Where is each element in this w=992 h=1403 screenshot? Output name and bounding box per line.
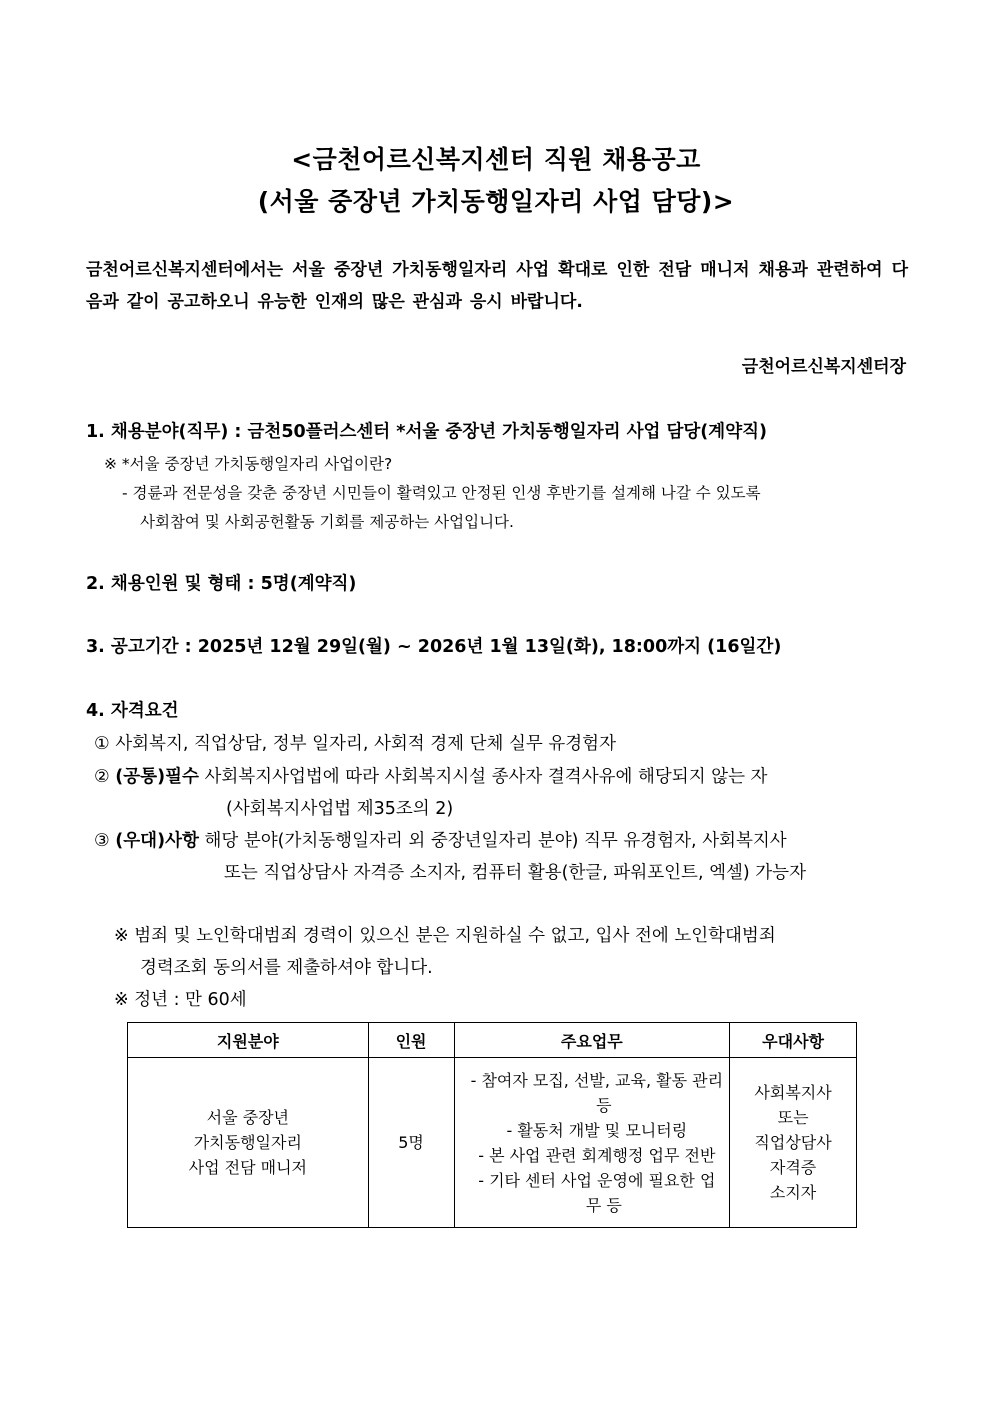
field-line: 사업 전담 매니저 xyxy=(188,1158,307,1177)
duty-item: - 활동처 개발 및 모니터링 xyxy=(506,1120,688,1140)
item3-text: 해당 분야(가치동행일자리 외 중장년일자리 분야) 직무 유경험자, 사회복지사 xyxy=(198,831,787,851)
qualification-item1: ① 사회복지, 직업상담, 정부 일자리, 사회적 경제 단체 실무 유경험자 xyxy=(94,734,616,754)
job-table xyxy=(127,1022,857,1228)
section3-heading: 3. 공고기간 : 2025년 12월 29일(월) ~ 2026년 1월 13일(화), 18:00까지 (16일간) xyxy=(86,637,782,657)
header-count: 인원 xyxy=(368,1023,454,1058)
preference-line: 또는 xyxy=(777,1108,809,1127)
qualification-item2 xyxy=(94,763,767,788)
preference-line: 직업상담사 xyxy=(754,1133,832,1152)
table-header-row xyxy=(128,1023,857,1058)
header-duties: 주요업무 xyxy=(454,1023,730,1058)
section4-heading: 4. 자격요건 xyxy=(86,701,179,721)
intro-paragraph: 금천어르신복지센터에서는 서울 중장년 가치동행일자리 사업 확대로 인한 전담 매니저 채용과 관련하여 다음과 같이 공고하오니 유능한 인재의 많은 관심과 응시 바랍니다. xyxy=(86,260,908,312)
preference-line: 사회복지사 xyxy=(754,1083,832,1102)
item2-marker: ② xyxy=(94,767,116,787)
warning-line1: ※ 범죄 및 노인학대범죄 경력이 있으신 분은 지원하실 수 없고, 입사 전에 노인학대범죄 xyxy=(114,926,776,946)
qualification-item3-cont: 또는 직업상담사 자격증 소지자, 컴퓨터 활용(한글, 파워포인트, 엑셀) 가능자 xyxy=(224,863,806,883)
field-line: 서울 중장년 xyxy=(206,1108,289,1127)
header-preference: 우대사항 xyxy=(730,1023,857,1058)
preference-line: 자격증 xyxy=(769,1158,817,1177)
warning-line2: 경력조회 동의서를 제출하셔야 합니다. xyxy=(140,958,433,978)
preference-cell xyxy=(730,1058,857,1228)
table-row xyxy=(128,1058,857,1228)
section1-note-question: ※ *서울 중장년 가치동행일자리 사업이란? xyxy=(104,455,393,473)
duties-cell xyxy=(454,1058,730,1228)
item3-label: (우대)사항 xyxy=(115,831,199,851)
notice-title-line1: <금천어르신복지센터 직원 채용공고 xyxy=(291,145,701,174)
qualification-item2-cont: (사회복지사업법 제35조의 2) xyxy=(226,799,454,819)
preference-line: 소지자 xyxy=(769,1183,817,1202)
field-line: 가치동행일자리 xyxy=(193,1133,302,1152)
section1-heading: 1. 채용분야(직무) : 금천50플러스센터 *서울 중장년 가치동행일자리 사업 담당(계약직) xyxy=(86,422,768,442)
header-field: 지원분야 xyxy=(128,1023,369,1058)
duty-item: - 참여자 모집, 선발, 교육, 활동 관리 등 xyxy=(470,1070,724,1115)
item2-label: (공통)필수 xyxy=(115,767,199,787)
retirement-age-note: ※ 정년 : 만 60세 xyxy=(114,990,247,1010)
count-cell: 5명 xyxy=(368,1058,454,1228)
item2-text: 사회복지사업법에 따라 사회복지시설 종사자 결격사유에 해당되지 않는 자 xyxy=(198,767,768,787)
item3-marker: ③ xyxy=(94,831,116,851)
section2-heading: 2. 채용인원 및 형태 : 5명(계약직) xyxy=(86,574,357,594)
section1-note-line2: 사회참여 및 사회공헌활동 기회를 제공하는 사업입니다. xyxy=(140,513,514,531)
field-cell xyxy=(128,1058,369,1228)
notice-title-line2: (서울 중장년 가치동행일자리 사업 담당)> xyxy=(257,187,735,216)
signer: 금천어르신복지센터장 xyxy=(741,357,906,377)
duty-item: - 본 사업 관련 회계행정 업무 전반 xyxy=(478,1145,716,1165)
duty-item: - 기타 센터 사업 운영에 필요한 업무 등 xyxy=(478,1170,716,1215)
section1-note-line1: - 경륜과 전문성을 갖춘 중장년 시민들이 활력있고 안정된 인생 후반기를 설계해 나갈 수 있도록 xyxy=(122,484,761,502)
qualification-item3 xyxy=(94,827,787,852)
